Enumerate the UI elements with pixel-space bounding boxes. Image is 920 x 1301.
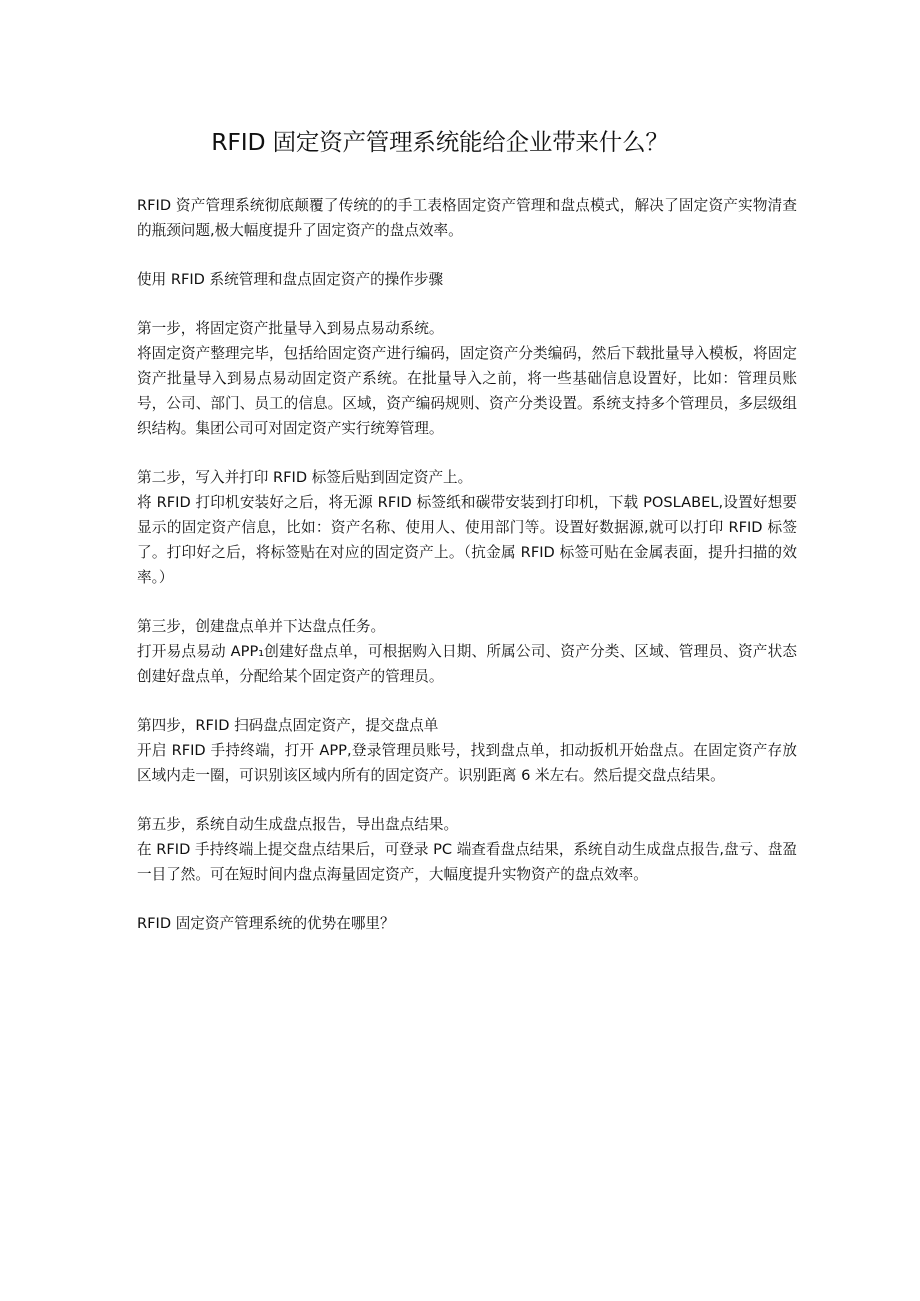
step-title: 第二步，写入并打印 RFID 标签后贴到固定资产上。 — [137, 469, 473, 486]
intro-paragraph: RFID 资产管理系统彻底颠覆了传统的的手工表格固定资产管理和盘点模式，解决了固定资产实物清查的瓶颈问题,极大幅度提升了固定资产的盘点效率。 — [137, 197, 797, 239]
step-title: 第一步，将固定资产批量导入到易点易动系统。 — [137, 320, 444, 337]
step-body: 打开易点易动 APP₁创建好盘点单，可根据购入日期、所属公司、资产分类、区域、管理员、资产状态创建好盘点单，分配给某个固定资产的管理员。 — [137, 643, 797, 685]
step-1 — [137, 316, 797, 441]
section-heading: 使用 RFID 系统管理和盘点固定资产的操作步骤 — [137, 271, 444, 288]
document-body — [137, 193, 797, 936]
step-2 — [137, 465, 797, 590]
page-title: RFID 固定资产管理系统能给企业带来什么？ — [211, 128, 669, 156]
step-body: 将 RFID 打印机安装好之后，将无源 RFID 标签纸和碳带安装到打印机，下载 POSLABEL,设置好想要显示的固定资产信息，比如：资产名称、使用人、使用部门等。设置好数据源,就可以打印 RFID 标签了。打印好之后，将标签贴在对应的固定资产上。（抗金属 RFID 标签可贴在金属表面，提升扫描的效率。） — [137, 494, 797, 586]
step-3 — [137, 614, 797, 689]
step-body: 开启 RFID 手持终端，打开 APP,登录管理员账号，找到盘点单，扣动扳机开始盘点。在固定资产存放区域内走一圈，可识别该区域内所有的固定资产。识别距离 6 米左右。然后提交盘点结果。 — [137, 742, 797, 784]
step-body: 在 RFID 手持终端上提交盘点结果后，可登录 PC 端查看盘点结果，系统自动生成盘点报告,盘亏、盘盈一目了然。可在短时间内盘点海量固定资产，大幅度提升实物资产的盘点效率。 — [137, 841, 798, 883]
step-body: 将固定资产整理完毕，包括给固定资产进行编码，固定资产分类编码，然后下载批量导入模板，将固定资产批量导入到易点易动固定资产系统。在批量导入之前，将一些基础信息设置好，比如：管理员账号，公司、部门、员工的信息。区域，资产编码规则、资产分类设置。系统支持多个管理员，多层级组织结构。集团公司可对固定资产实行统筹管理。 — [137, 345, 797, 437]
step-title: 第五步，系统自动生成盘点报告，导出盘点结果。 — [137, 816, 459, 833]
step-title: 第三步，创建盘点单并下达盘点任务。 — [137, 618, 386, 635]
step-5 — [137, 812, 797, 887]
step-4 — [137, 713, 797, 788]
closing-heading: RFID 固定资产管理系统的优势在哪里？ — [137, 915, 395, 932]
step-title: 第四步，RFID 扫码盘点固定资产，提交盘点单 — [137, 717, 439, 734]
